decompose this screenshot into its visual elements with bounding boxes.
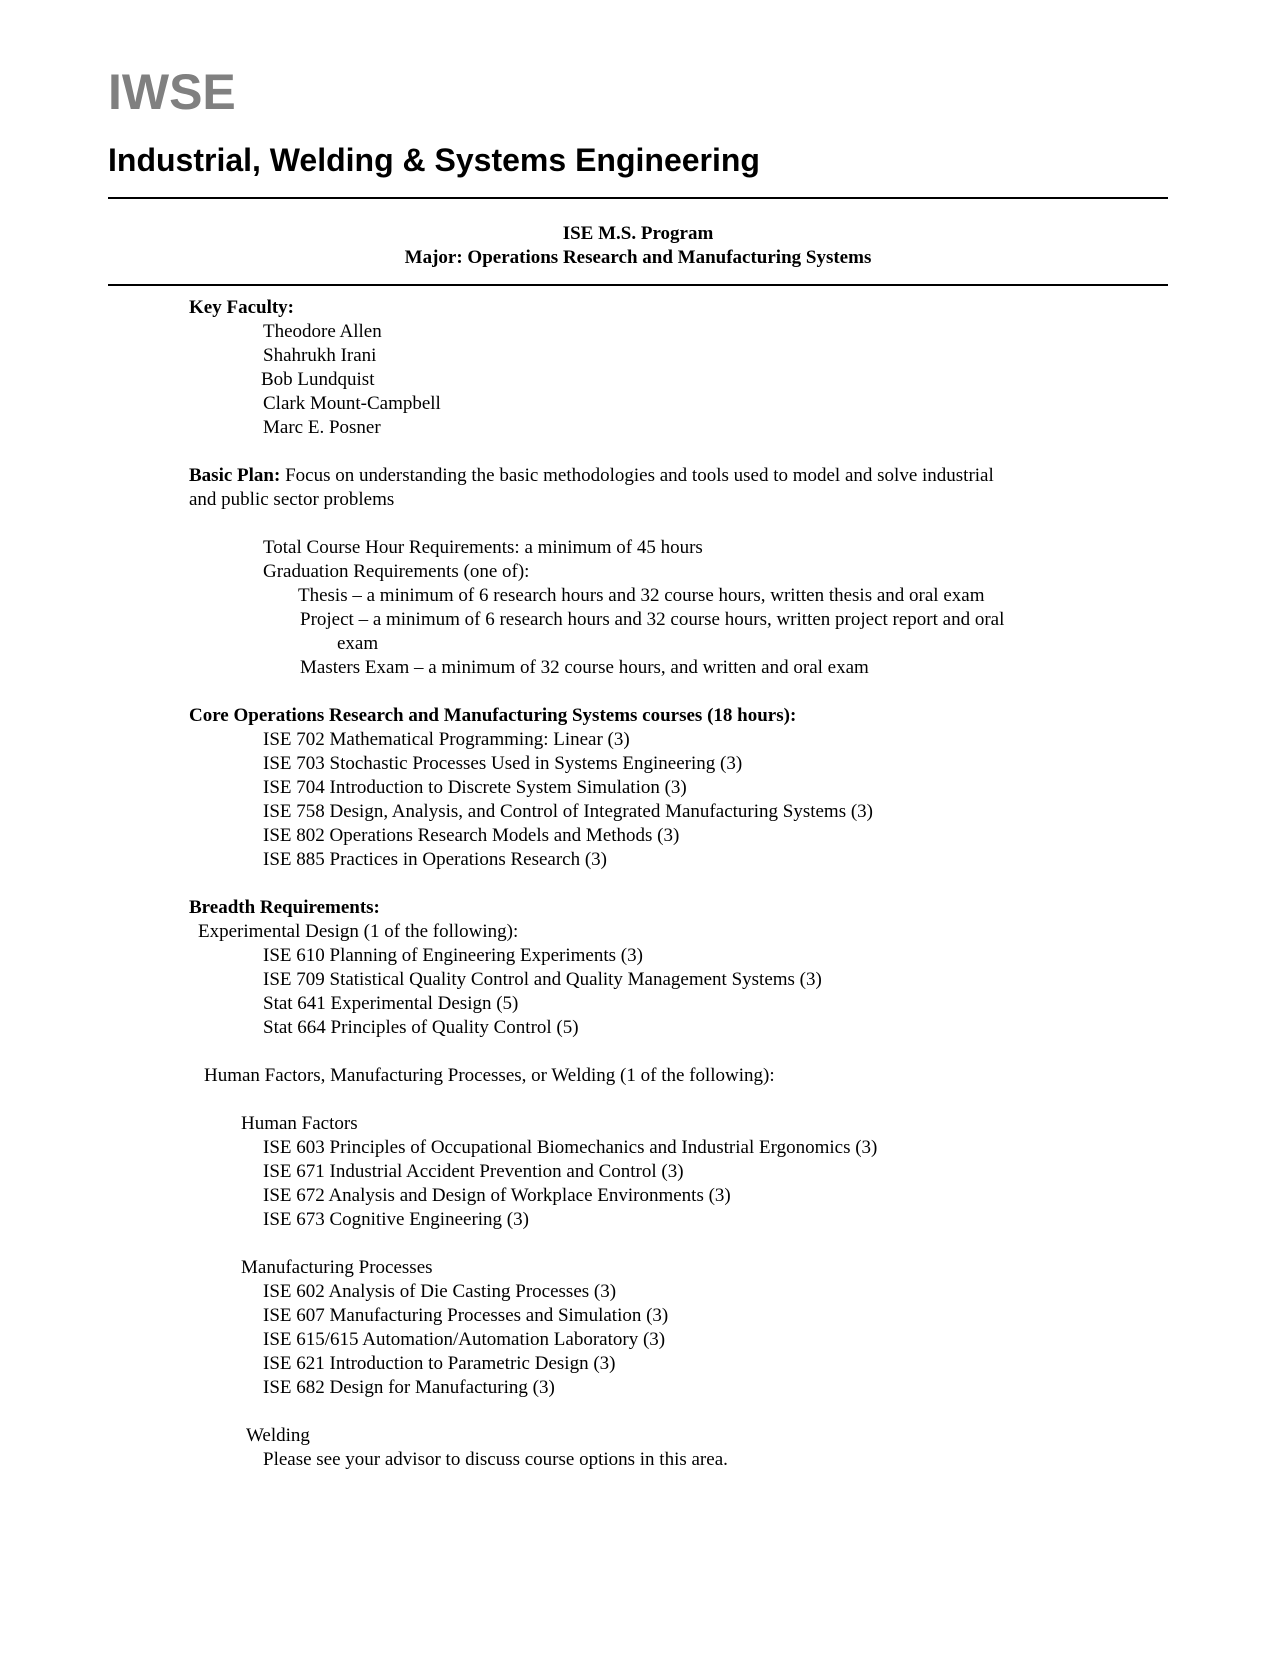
core-course: ISE 703 Stochastic Processes Used in Systems Engineering (3) xyxy=(263,753,743,774)
core-courses-heading: Core Operations Research and Manufacturing Systems courses (18 hours): xyxy=(189,705,797,726)
breadth-course: ISE 672 Analysis and Design of Workplace Environments (3) xyxy=(263,1185,731,1206)
core-course: ISE 802 Operations Research Models and Methods (3) xyxy=(263,825,680,846)
department-title: Industrial, Welding & Systems Engineering xyxy=(108,142,760,178)
program-heading xyxy=(108,222,1168,270)
faculty-name: Shahrukh Irani xyxy=(263,345,377,366)
graduation-requirements: Graduation Requirements (one of): xyxy=(263,561,530,582)
breadth-course: ISE 603 Principles of Occupational Biomechanics and Industrial Ergonomics (3) xyxy=(263,1137,878,1158)
welding-note: Please see your advisor to discuss course options in this area. xyxy=(263,1449,728,1470)
breadth-course: ISE 673 Cognitive Engineering (3) xyxy=(263,1209,529,1230)
breadth-course: ISE 671 Industrial Accident Prevention and Control (3) xyxy=(263,1161,684,1182)
total-hours-requirement: Total Course Hour Requirements: a minimum of 45 hours xyxy=(263,537,703,558)
masters-exam-option: Masters Exam – a minimum of 32 course hours, and written and oral exam xyxy=(300,657,869,678)
breadth-course: ISE 621 Introduction to Parametric Design (3) xyxy=(263,1353,616,1374)
faculty-name: Theodore Allen xyxy=(263,321,382,342)
basic-plan-text-cont: and public sector problems xyxy=(189,489,395,510)
core-course: ISE 885 Practices in Operations Research (3) xyxy=(263,849,608,870)
basic-plan-text: Focus on understanding the basic methodologies and tools used to model and solve industrial xyxy=(280,465,994,486)
faculty-name: Bob Lundquist xyxy=(261,369,375,390)
iwse-logo: IWSE xyxy=(108,64,236,120)
hf-mp-welding-title: Human Factors, Manufacturing Processes, or Welding (1 of the following): xyxy=(204,1065,775,1086)
human-factors-title: Human Factors xyxy=(241,1113,358,1134)
experimental-design-title: Experimental Design (1 of the following): xyxy=(198,921,519,942)
welding-title: Welding xyxy=(246,1425,310,1446)
basic-plan-label: Basic Plan: xyxy=(189,465,281,486)
breadth-course: ISE 615/615 Automation/Automation Laboratory (3) xyxy=(263,1329,666,1350)
project-option-cont: exam xyxy=(337,633,379,654)
basic-plan-line xyxy=(189,464,994,488)
breadth-course: ISE 610 Planning of Engineering Experiments (3) xyxy=(263,945,643,966)
program-title: ISE M.S. Program xyxy=(562,223,714,244)
header-divider xyxy=(108,197,1168,199)
breadth-course: Stat 664 Principles of Quality Control (5) xyxy=(263,1017,579,1038)
breadth-course: ISE 607 Manufacturing Processes and Simulation (3) xyxy=(263,1305,669,1326)
breadth-course: ISE 682 Design for Manufacturing (3) xyxy=(263,1377,555,1398)
breadth-course: ISE 602 Analysis of Die Casting Processes (3) xyxy=(263,1281,617,1302)
faculty-name: Clark Mount-Campbell xyxy=(263,393,441,414)
core-course: ISE 702 Mathematical Programming: Linear (3) xyxy=(263,729,630,750)
key-faculty-heading: Key Faculty: xyxy=(189,297,295,318)
major-title: Major: Operations Research and Manufacturing Systems xyxy=(404,247,872,268)
breadth-course: ISE 709 Statistical Quality Control and Quality Management Systems (3) xyxy=(263,969,822,990)
core-course: ISE 704 Introduction to Discrete System Simulation (3) xyxy=(263,777,687,798)
manufacturing-processes-title: Manufacturing Processes xyxy=(241,1257,433,1278)
faculty-name: Marc E. Posner xyxy=(263,417,381,438)
project-option: Project – a minimum of 6 research hours and 32 course hours, written project report and oral xyxy=(300,609,1005,630)
program-divider xyxy=(108,284,1168,286)
breadth-course: Stat 641 Experimental Design (5) xyxy=(263,993,519,1014)
thesis-option: Thesis – a minimum of 6 research hours and 32 course hours, written thesis and oral exam xyxy=(298,585,985,606)
breadth-heading: Breadth Requirements: xyxy=(189,897,380,918)
core-course: ISE 758 Design, Analysis, and Control of Integrated Manufacturing Systems (3) xyxy=(263,801,874,822)
